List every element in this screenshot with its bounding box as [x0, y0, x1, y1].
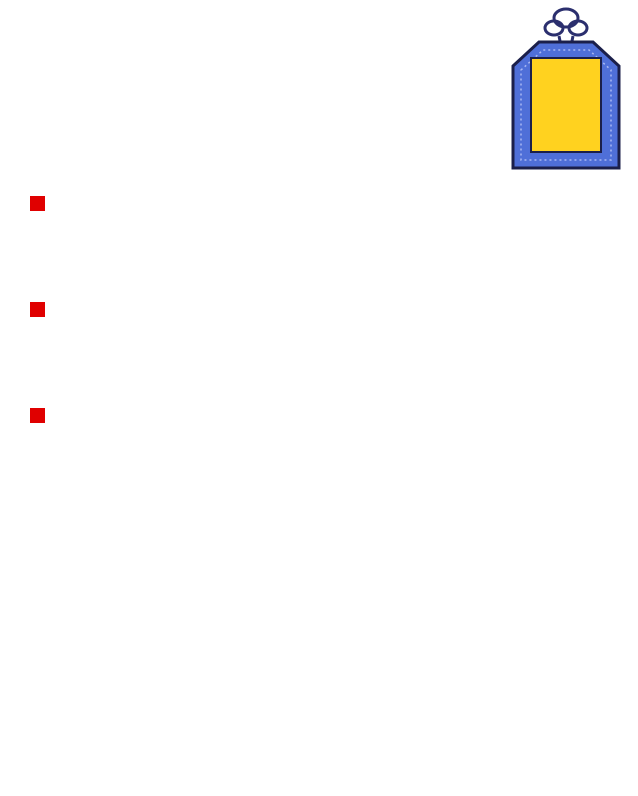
- red-square-bullet-icon: [30, 302, 45, 317]
- red-square-bullet-icon: [30, 196, 45, 211]
- red-square-bullet-icon: [30, 408, 45, 423]
- section-heading-grade-2: [30, 302, 57, 317]
- section-heading-grade-1: [30, 408, 57, 423]
- omamori-amulet-icon: [499, 4, 633, 174]
- section-heading-grade-3-6: [30, 196, 57, 211]
